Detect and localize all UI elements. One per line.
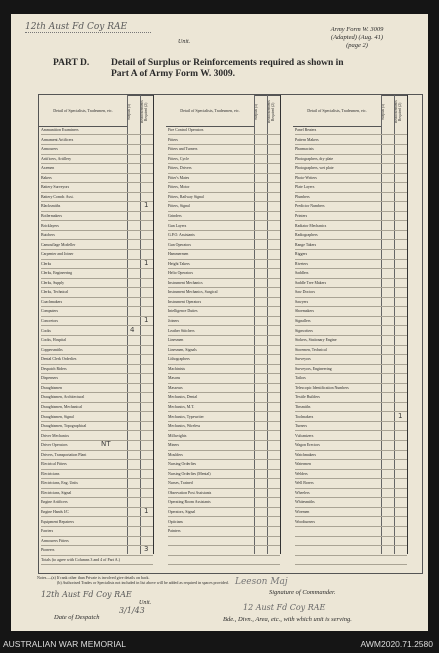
- column-header-detail: Detail of Specialists, Tradesmen, etc.: [166, 95, 254, 127]
- table-row: Lithographers: [168, 356, 280, 364]
- table-row: Despatch Riders: [41, 366, 153, 374]
- column-header-surplus: Surplus (1): [254, 95, 267, 127]
- table-row: Electricians: [41, 471, 153, 479]
- table-row: Fitter's Mates: [168, 175, 280, 183]
- table-row: Photo-Writers: [295, 175, 407, 183]
- table-row: Toolmakers: [295, 414, 407, 422]
- table-row: Clerks, Engineering: [41, 270, 153, 278]
- table-row: Leather Stitchers: [168, 328, 280, 336]
- handwritten-entry: 1: [144, 201, 149, 210]
- handwritten-entry: 1: [144, 316, 149, 324]
- table-row: Draughtsmen: [41, 385, 153, 393]
- table-row: Intelligence Duties: [168, 308, 280, 316]
- notes: [37, 575, 229, 585]
- table-row: Instrument Mechanics: [168, 280, 280, 288]
- table-row: Bricklayers: [41, 223, 153, 231]
- table-row: Fitters: [168, 137, 280, 145]
- table-row: Millwrights: [168, 433, 280, 441]
- column-header-surplus: Surplus (1): [127, 95, 140, 127]
- table-row: Miners: [168, 442, 280, 450]
- table-row: Hammermen: [168, 251, 280, 259]
- table-row: Concretors: [41, 318, 153, 326]
- table-row: Stokers, Stationary Engine: [295, 337, 407, 345]
- table-row: Tinsmiths: [295, 404, 407, 412]
- table-row: Plate Layers: [295, 184, 407, 192]
- specialists-table: [38, 94, 423, 574]
- bde-handwritten: 12 Aust Fd Coy RAE: [243, 603, 326, 612]
- table-row: Computers: [41, 308, 153, 316]
- table-row: Armament Artificers: [41, 137, 153, 145]
- table-row: Electricians, Eng. Units: [41, 480, 153, 488]
- table-row: Clerks, Technical: [41, 289, 153, 297]
- table-row: Gun Layers: [168, 223, 280, 231]
- bde-label: Bde., Divn., Area, etc., with which unit is serving.: [223, 616, 352, 623]
- handwritten-entry: 3: [144, 545, 149, 554]
- table-row: Wheelers: [295, 490, 407, 498]
- table-row: Masseurs: [168, 385, 280, 393]
- handwritten-entry: 1: [144, 258, 149, 267]
- table-row: Electricians, Signal: [41, 490, 153, 498]
- table-row: Textile Builders: [295, 394, 407, 402]
- table-row: Draughtsmen, Architectural: [41, 394, 153, 402]
- table-row: Operators, Signal: [168, 509, 280, 517]
- table-row: Printers: [295, 213, 407, 221]
- part-label: PART D.: [53, 58, 90, 68]
- table-row: Fitters, Motor: [168, 184, 280, 192]
- table-row: Riveters: [295, 261, 407, 269]
- table-row: Armourers: [41, 146, 153, 154]
- column-header-reinforcements: Reinforcements Required (2): [140, 95, 153, 127]
- table-row: Signwriters: [295, 328, 407, 336]
- table-row: Wiremen: [295, 509, 407, 517]
- table-row: Helio Operators: [168, 270, 280, 278]
- table-row: Joiners: [168, 318, 280, 326]
- table-row: Surveyors, Engineering: [295, 366, 407, 374]
- table-row: Carpenter and Joiner: [41, 251, 153, 259]
- table-row: Electrical Fitters: [41, 461, 153, 469]
- table-row: Instrument Operators: [168, 299, 280, 307]
- table-row: Fitters, Railway Signal: [168, 194, 280, 202]
- table-row: Watermen: [295, 461, 407, 469]
- table-row: Battery Comdr. Asst.: [41, 194, 153, 202]
- table-row: Equipment Repairers: [41, 519, 153, 527]
- table-row: Fitters and Turners: [168, 146, 280, 154]
- table-row: Driver Mechanics: [41, 433, 153, 441]
- table-row: G.P.O. Assistants: [168, 232, 280, 240]
- table-row: Blacksmiths: [41, 203, 153, 211]
- table-row: Storemen, Technical: [295, 347, 407, 355]
- form-ref-line: Army Form W. 3009: [330, 26, 384, 33]
- table-row: Machinists: [168, 366, 280, 374]
- table-row: Riggers: [295, 251, 407, 259]
- unit-label: Unit.: [178, 39, 191, 45]
- note-b: (b) Authorised Trades or Specialists not included in list above will be added as required in spaces provided.: [57, 580, 229, 585]
- table-row: Cooks: [41, 328, 153, 336]
- form-reference: [309, 26, 405, 50]
- table-row: Observation Post Assistants: [168, 490, 280, 498]
- handwritten-entry: NT: [101, 440, 111, 449]
- footer-unit-handwritten: 12th Aust Fd Coy RAE: [41, 590, 132, 599]
- table-row: Watchmakers: [295, 452, 407, 460]
- table-row: Coppersmiths: [41, 347, 153, 355]
- totals-label: Totals (to agree with Columns 3 and 4 of Part A.): [41, 557, 120, 562]
- table-row: Drivers, Transportation Plant: [41, 452, 153, 460]
- table-row: Fire Control Operators: [168, 127, 280, 135]
- table-row: Fitters, Signal: [168, 203, 280, 211]
- table-row: Height Takers: [168, 261, 280, 269]
- table-row: Wagon Erectors: [295, 442, 407, 450]
- handwritten-entry: 1: [144, 507, 149, 515]
- table-row: Sawyers: [295, 299, 407, 307]
- table-row: Moulders: [168, 452, 280, 460]
- table-row: Woodturners: [295, 519, 407, 527]
- table-row: Bakers: [41, 175, 153, 183]
- table-row: Nursing Orderlies: [168, 461, 280, 469]
- date-of-despatch-value: 3/1/43: [119, 606, 145, 615]
- table-row: Draughtsmen, Mechanical: [41, 404, 153, 412]
- table-row: Nurses, Trained: [168, 480, 280, 488]
- table-row: [295, 538, 407, 546]
- table-row: Farriers: [41, 528, 153, 536]
- table-row: Operating Room Assistants: [168, 499, 280, 507]
- table-row: Turners: [295, 423, 407, 431]
- table-row: Shoemakers: [295, 308, 407, 316]
- table-row: Clerks, Supply: [41, 280, 153, 288]
- table-row: Coachmakers: [41, 299, 153, 307]
- table-row: Range Takers: [295, 242, 407, 250]
- table-row: Masons: [168, 375, 280, 383]
- column-header-reinforcements: Reinforcements Required (2): [394, 95, 407, 127]
- date-of-despatch-label: Date of Despatch: [54, 614, 100, 621]
- table-row: Panel Beaters: [295, 127, 407, 135]
- table-row: [168, 547, 280, 555]
- table-row: Grinders: [168, 213, 280, 221]
- signature-label: Signature of Commander.: [269, 589, 336, 596]
- table-row: Opticians: [168, 519, 280, 527]
- table-row: Saddlers: [295, 270, 407, 278]
- table-row: [295, 557, 407, 565]
- table-row: Fitters, Drivers: [168, 165, 280, 173]
- table-row: Saddle Tree Makers: [295, 280, 407, 288]
- table-row: Signallers: [295, 318, 407, 326]
- commander-signature: Leeson Maj: [235, 577, 288, 587]
- table-row: Draughtsmen, Topographical: [41, 423, 153, 431]
- handwritten-entry: 1: [398, 411, 403, 420]
- table-row: [295, 528, 407, 536]
- table-row: Painters: [168, 528, 280, 536]
- table-row: Plumbers: [295, 194, 407, 202]
- table-row: Well Borers: [295, 480, 407, 488]
- table-row: [168, 557, 280, 565]
- table-row: [168, 538, 280, 546]
- table-row: Camouflage Modeller: [41, 242, 153, 250]
- table-row: Battery Surveyors: [41, 184, 153, 192]
- table-row: Gun Operators: [168, 242, 280, 250]
- table-row: Whitesmiths: [295, 499, 407, 507]
- table-row: Driver Operators: [41, 442, 153, 450]
- table-row: Fitters, Cycle: [168, 156, 280, 164]
- table-row: Pioneers: [41, 547, 153, 555]
- table-row: Cooks, Hospital: [41, 337, 153, 345]
- table-row: Clerks: [41, 261, 153, 269]
- note-a: Notes.—(a) If rank other than Private is involved give details on back.: [37, 575, 150, 580]
- form-sheet: [11, 14, 428, 631]
- table-row: Nursing Orderlies (Mental): [168, 471, 280, 479]
- column-header-detail: Detail of Specialists, Tradesmen, etc.: [293, 95, 381, 127]
- table-row: Artificers, Artillery: [41, 156, 153, 164]
- table-row: Radiographers: [295, 232, 407, 240]
- table-row: Mechanics, Wireless: [168, 423, 280, 431]
- table-row: Tailors: [295, 375, 407, 383]
- handwritten-entry: 4: [130, 325, 135, 334]
- unit-handwritten: 12th Aust Fd Coy RAE: [25, 22, 151, 33]
- column-header-reinforcements: Reinforcements Required (2): [267, 95, 280, 127]
- table-row: Boilermakers: [41, 213, 153, 221]
- table-row: Mechanics, Typewriter: [168, 414, 280, 422]
- table-row: Mechanics, Dental: [168, 394, 280, 402]
- table-row: Engine Artificers: [41, 499, 153, 507]
- column-divider: [407, 95, 408, 554]
- table-row: Dental Clerk Orderlies: [41, 356, 153, 364]
- heading-line-1: Detail of Surplus or Reinforcements required as shown in: [111, 58, 344, 68]
- table-row: Vulcanizers: [295, 433, 407, 441]
- table-row: Predictor Numbers: [295, 203, 407, 211]
- footer-unit-label: Unit.: [139, 600, 152, 606]
- table-row: Pharmacists: [295, 146, 407, 154]
- table-row: Telescopic Identification Numbers: [295, 385, 407, 393]
- table-row: Linesmen, Signals: [168, 347, 280, 355]
- column-header-detail: Detail of Specialists, Tradesmen, etc.: [39, 95, 127, 127]
- table-row: Armourers Fitters: [41, 538, 153, 546]
- column-divider: [280, 95, 281, 554]
- table-row: Dispensers: [41, 375, 153, 383]
- table-row: Engine Hands I/C: [41, 509, 153, 517]
- table-row: Photographers, dry plate: [295, 156, 407, 164]
- table-row: Axemen: [41, 165, 153, 173]
- column-divider: [153, 95, 154, 554]
- table-row: Mechanics, M.T.: [168, 404, 280, 412]
- heading-line-2: Part A of Army Form W. 3009.: [111, 69, 236, 79]
- table-row: Saw Doctors: [295, 289, 407, 297]
- column-header-surplus: Surplus (1): [381, 95, 394, 127]
- table-row: Ammunition Examiners: [41, 127, 153, 135]
- table-row: Linesmen: [168, 337, 280, 345]
- form-ref-line: (Adapted) (Aug. 41): [330, 34, 384, 41]
- archive-caption: AUSTRALIAN WAR MEMORIAL: [3, 639, 126, 649]
- table-row: [295, 547, 407, 555]
- archive-reference: AWM2020.71.2580: [360, 639, 433, 649]
- table-row: Butchers: [41, 232, 153, 240]
- form-ref-line: (page 2): [346, 42, 368, 49]
- table-row: Photographers, wet plate: [295, 165, 407, 173]
- table-row: Surveyors: [295, 356, 407, 364]
- table-row: Welders: [295, 471, 407, 479]
- table-row: Radiator Mechanics: [295, 223, 407, 231]
- table-row: Instrument Mechanics, Surgical: [168, 289, 280, 297]
- table-row: Pattern Makers: [295, 137, 407, 145]
- table-row: Draughtsmen, Signal: [41, 414, 153, 422]
